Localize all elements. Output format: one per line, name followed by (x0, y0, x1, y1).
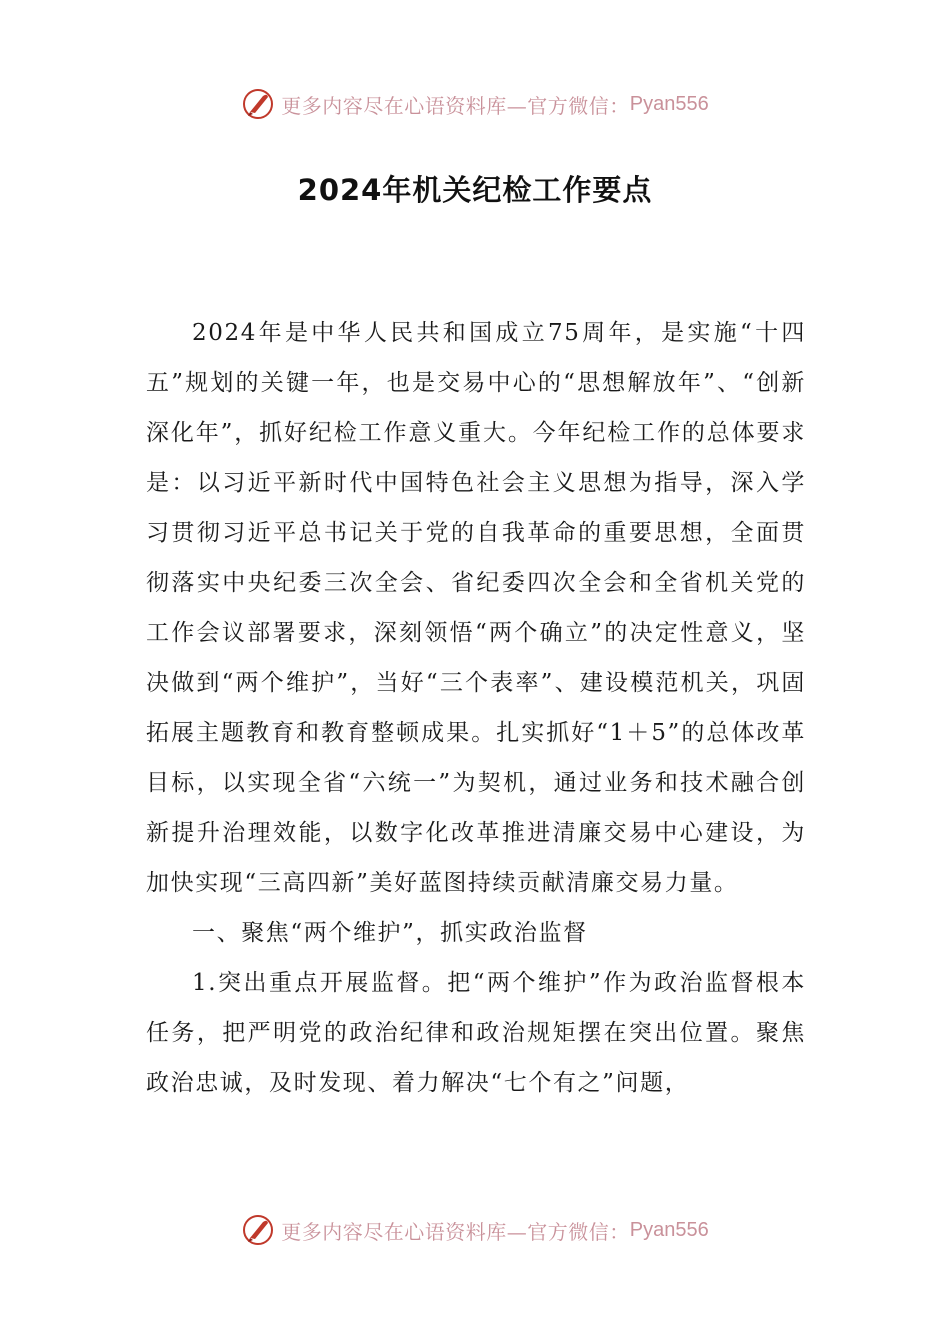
quill-pen-logo-icon (241, 87, 275, 121)
footer-watermark (0, 1210, 950, 1250)
document-body (146, 308, 806, 1108)
watermark-wechat-id: Pyan556 (629, 92, 709, 115)
watermark-wechat-id: Pyan556 (629, 1218, 709, 1241)
document-title: 2024年机关纪检工作要点 (297, 173, 653, 207)
quill-pen-logo-icon (241, 1213, 275, 1247)
paragraph-item-1: 1.突出重点开展监督。把“两个维护”作为政治监督根本任务，把严明党的政治纪律和政治规矩摆在突出位置。聚焦政治忠诚，及时发现、着力解决“七个有之”问题， (146, 970, 806, 1096)
header-watermark (0, 84, 950, 124)
section-heading-1: 一、聚焦“两个维护”，抓实政治监督 (192, 920, 588, 946)
watermark-text: 更多内容尽在心语资料库—官方微信： (281, 1219, 630, 1244)
watermark-text: 更多内容尽在心语资料库—官方微信： (281, 93, 630, 118)
paragraph-intro: 2024年是中华人民共和国成立75周年，是实施“十四五”规划的关键一年，也是交易中心的“思想解放年”、“创新深化年”，抓好纪检工作意义重大。今年纪检工作的总体要求是：以习近平新时代中国特色社会主义思想为指导，深入学习贯彻习近平总书记关于党的自我革命的重要思想，全面贯彻落实中央纪委三次全会、省纪委四次全会和全省机关党的工作会议部署要求，深刻领悟“两个确立”的决定性意义，坚决做到“两个维护”，当好“三个表率”、建设模范机关，巩固拓展主题教育和教育整顿成果。扎实抓好“1＋5”的总体改革目标，以实现全省“六统一”为契机，通过业务和技术融合创新提升治理效能，以数字化改革推进清廉交易中心建设，为加快实现“三高四新”美好蓝图持续贡献清廉交易力量。 (146, 320, 806, 896)
